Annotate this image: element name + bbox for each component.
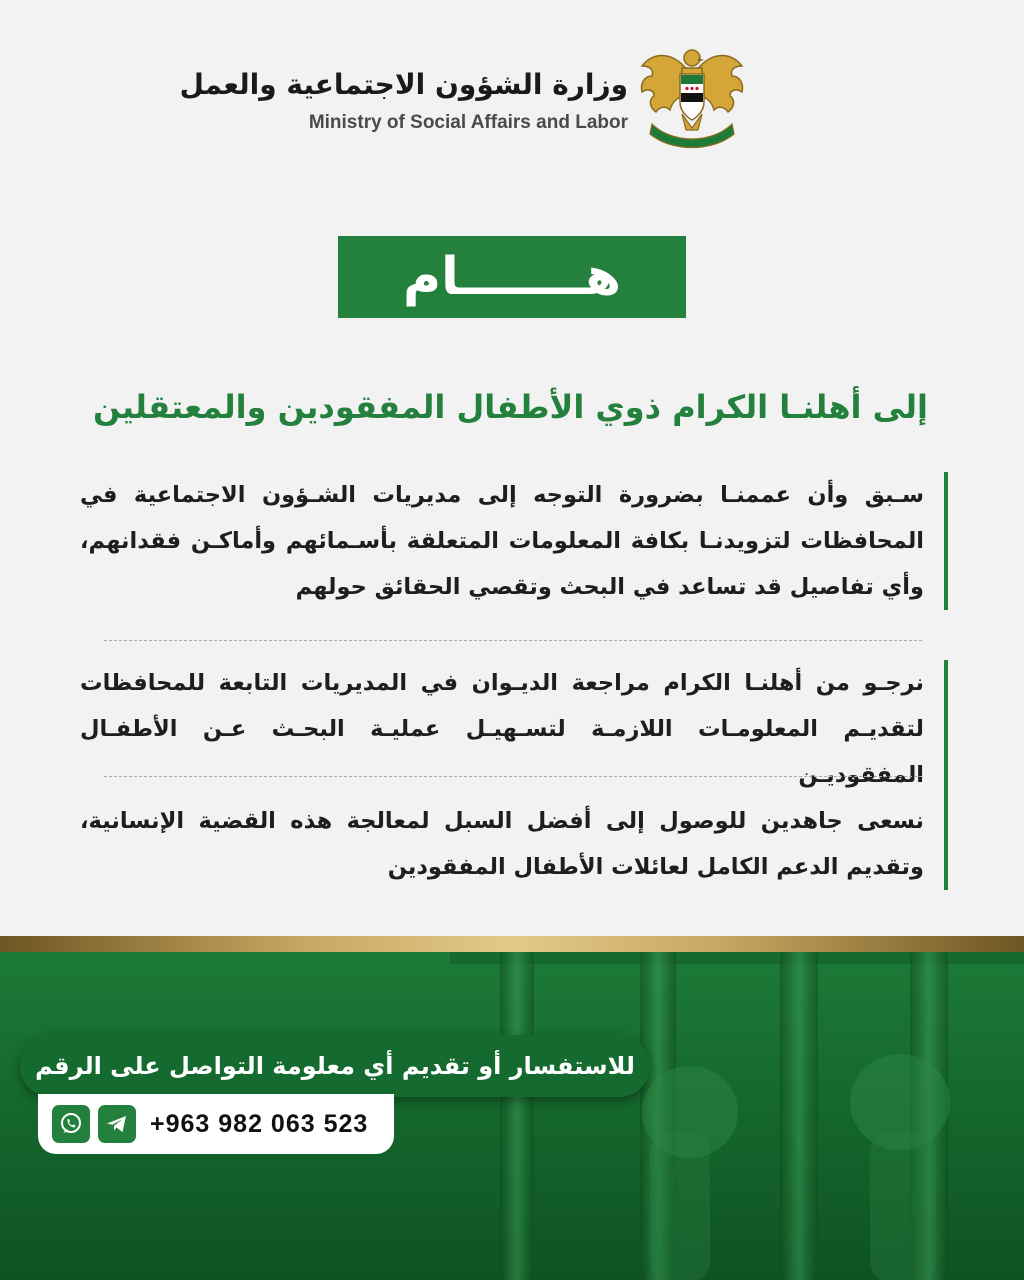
important-badge [338,236,686,318]
important-label: هـــــــام [402,247,622,307]
ministry-name-arabic: وزارة الشؤون الاجتماعية والعمل [179,68,628,101]
contact-info-bar [20,1035,650,1097]
notice-heading: إلى أهلنـا الكرام ذوي الأطفال المفقودين والمعتقلين [93,388,928,426]
dashed-divider [104,776,922,777]
notice-paragraph: نرجـو من أهلنـا الكرام مراجعة الديـوان في المديريات التابعة للمحافظات لتقديـم المعلومـات اللازمـة لتسـهيـل عمليـة البحـث عـن الأطفـال المفقوديـن [80,660,948,798]
whatsapp-icon[interactable] [52,1105,90,1143]
gold-divider-band [0,936,1024,952]
telegram-icon[interactable] [98,1105,136,1143]
phone-number[interactable]: +963 982 063 523 [150,1109,369,1138]
dashed-divider [104,640,922,641]
contact-text: للاستفسار أو تقديم أي معلومة التواصل على الرقم [35,1052,635,1080]
header [0,40,1024,160]
notice-paragraph: سـبق وأن عممنـا بضرورة التوجه إلى مديريات الشـؤون الاجتماعية في المحافظات لتزويدنـا بكافة المعلومات المتعلقة بأسـمائهم وأماكـن فقدانهم، وأي تفاصيل قد تساعد في البحث وتقصي الحقائق حولهم [80,472,948,610]
phone-contact-box [38,1094,394,1154]
notice-paragraph: نسعى جاهدين للوصول إلى أفضل السبل لمعالجة هذه القضية الإنسانية، وتقديم الدعم الكامل لعائلات الأطفال المفقودين [80,798,948,890]
eagle-emblem-icon [636,44,748,156]
ministry-name-english: Ministry of Social Affairs and Labor [308,112,628,133]
